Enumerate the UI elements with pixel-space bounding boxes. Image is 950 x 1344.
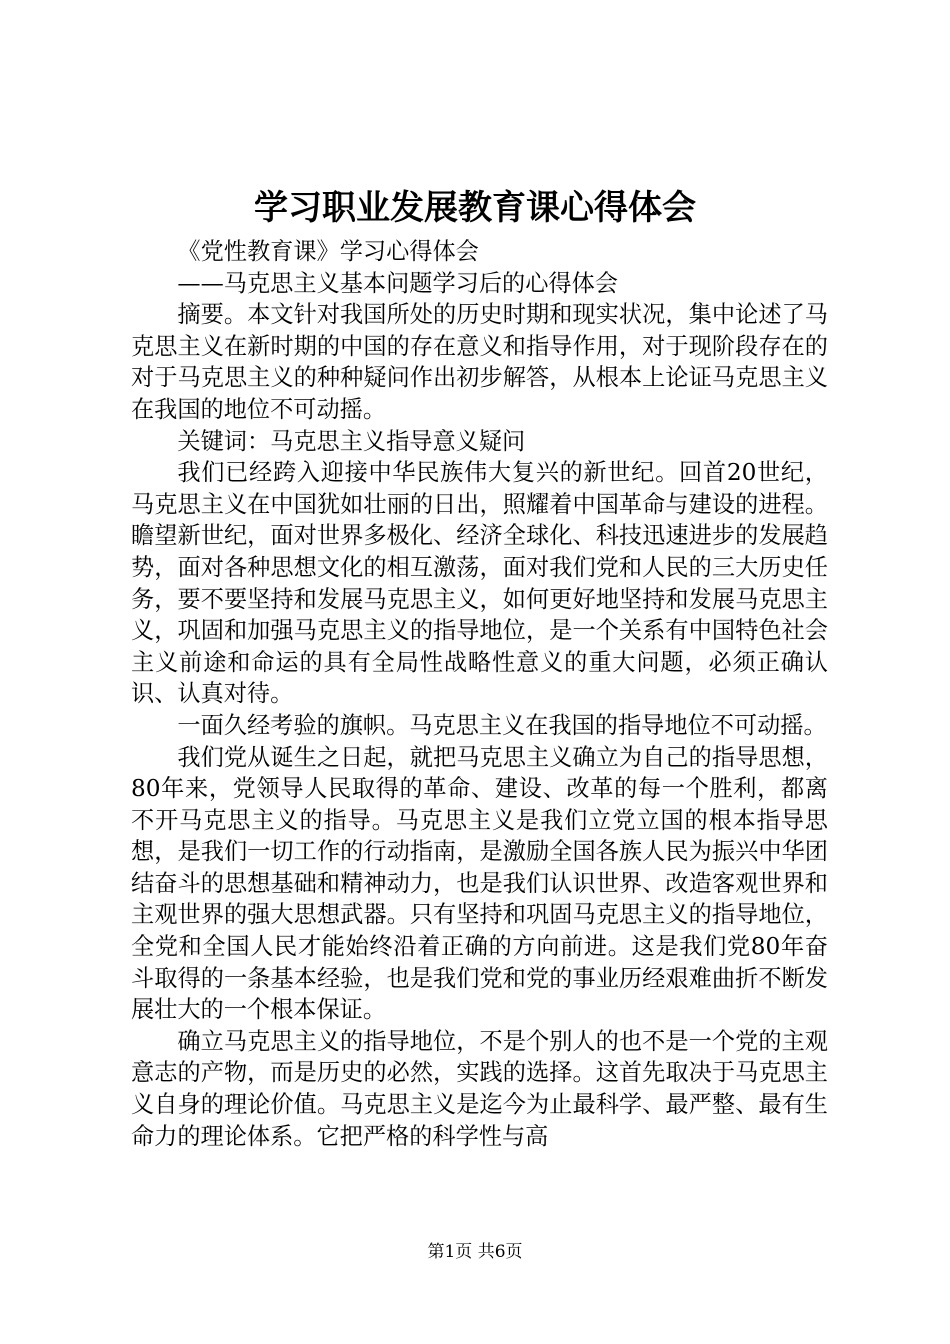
paragraph-subheading: ——马克思主义基本问题学习后的心得体会 xyxy=(177,269,618,297)
paragraph: 确立马克思主义的指导地位，不是个别人的也不是一个党的主观意志的产物，而是历史的必然，实践的选择。这首先取决于马克思主义自身的理论价值。马克思主义是迄今为止最科学、最严整、最有生命力的理论体系。它把严格的科学性与高 xyxy=(131,1027,828,1150)
paragraph-subtitle: 《党性教育课》学习心得体会 xyxy=(177,238,479,265)
document-body xyxy=(131,236,828,1152)
document-title: 学习职业发展教育课心得体会 xyxy=(254,188,696,228)
paragraph-abstract: 摘要。本文针对我国所处的历史时期和现实状况，集中论述了马克思主义在新时期的中国的存在意义和指导作用，对于现阶段存在的对于马克思主义的种种疑问作出初步解答，从根本上论证马克思主义在我国的地位不可动摇。 xyxy=(131,301,828,423)
paragraph: 我们党从诞生之日起，就把马克思主义确立为自己的指导思想，80年来，党领导人民取得的革命、建设、改革的每一个胜利，都离不开马克思主义的指导。马克思主义是我们立党立国的根本指导思想，是我们一切工作的行动指南，是激励全国各族人民为振兴中华团结奋斗的思想基础和精神动力，也是我们认识世界、改造客观世界和主观世界的强大思想武器。只有坚持和巩固马克思主义的指导地位，全党和全国人民才能始终沿着正确的方向前进。这是我们党80年奋斗取得的一条基本经验，也是我们党和党的事业历经艰难曲折不断发展壮大的一个根本保证。 xyxy=(131,743,828,1024)
paragraph-keywords: 关键词：马克思主义指导意义疑问 xyxy=(177,427,526,455)
paragraph: 一面久经考验的旗帜。马克思主义在我国的指导地位不可动摇。 xyxy=(177,711,827,739)
page-number-footer: 第1页 共6页 xyxy=(427,1242,523,1262)
paragraph: 我们已经跨入迎接中华民族伟大复兴的新世纪。回首20世纪，马克思主义在中国犹如壮丽的日出，照耀着中国革命与建设的进程。瞻望新世纪，面对世界多极化、经济全球化、科技迅速进步的发展趋势，面对各种思想文化的相互激荡，面对我们党和人民的三大历史任务，要不要坚持和发展马克思主义，如何更好地坚持和发展马克思主义，巩固和加强马克思主义的指导地位，是一个关系有中国特色社会主义前途和命运的具有全局性战略性意义的重大问题，必须正确认识、认真对待。 xyxy=(131,459,828,708)
